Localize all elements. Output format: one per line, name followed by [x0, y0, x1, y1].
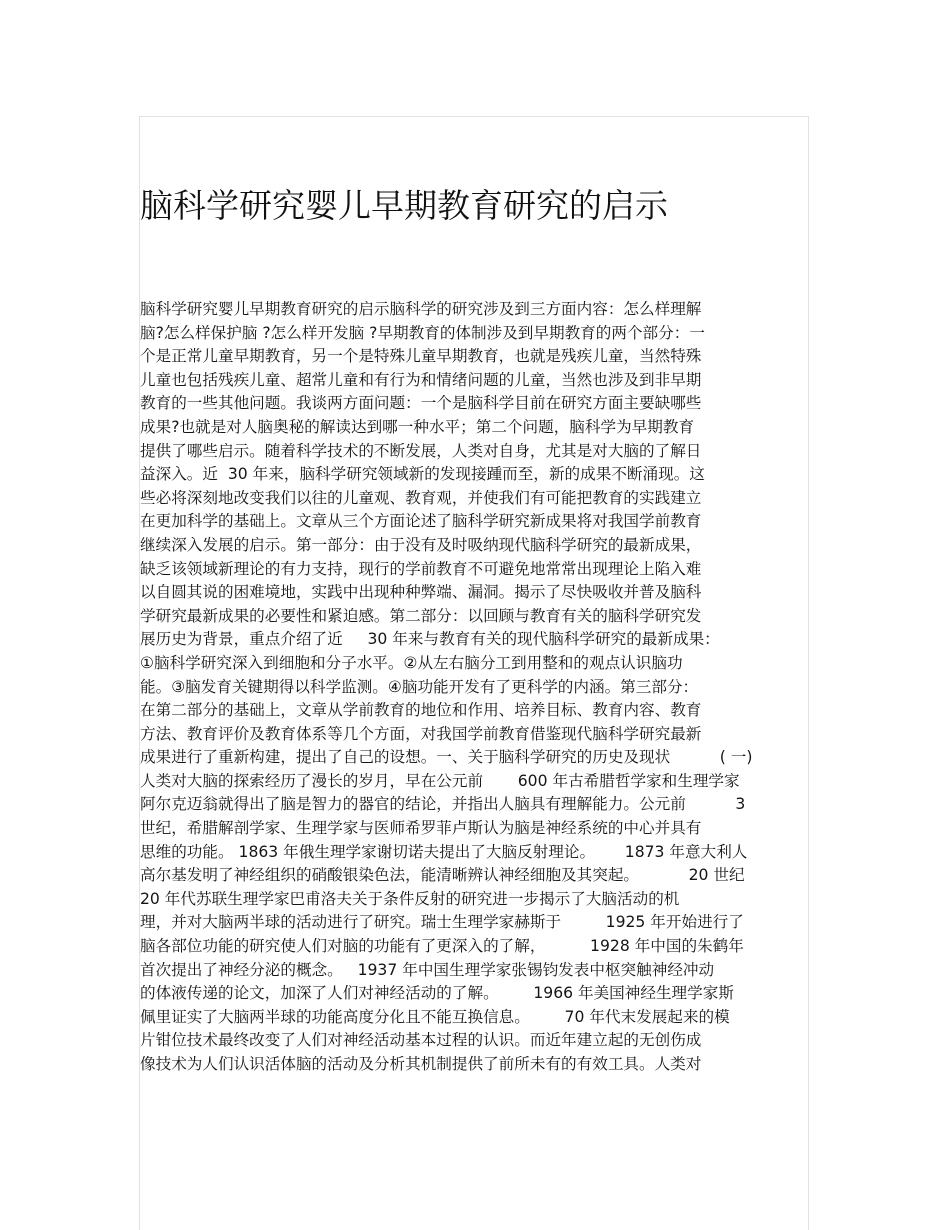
body-line: 高尔基发明了神经组织的硝酸银染色法，能清晰辨认神经细胞及其突起。 20 世纪	[140, 866, 745, 885]
body-line: 展历史为背景，重点介绍了近 30 年来与教育有关的现代脑科学研究的最新成果：	[140, 630, 720, 649]
body-line: 脑?怎么样保护脑 ?怎么样开发脑 ?早期教育的体制涉及到早期教育的两个部分：一	[140, 323, 705, 342]
body-line: 片钳位技术最终改变了人们对神经活动基本过程的认识。而近年建立起的无创伤成	[140, 1031, 702, 1050]
body-line: 些必将深刻地改变我们以往的儿童观、教育观，并使我们有可能把教育的实践建立	[140, 488, 702, 507]
body-line: 在第二部分的基础上，文章从学前教育的地位和作用、培养目标、教育内容、教育	[140, 701, 702, 720]
body-line: 像技术为人们认识活体脑的活动及分析其机制提供了前所未有的有效工具。人类对	[140, 1055, 702, 1073]
body-line: 人类对大脑的探索经历了漫长的岁月，早在公元前 600 年古希腊哲学家和生理学家	[140, 771, 740, 790]
body-line: 教育的一些其他问题。我谈两方面问题：一个是脑科学目前在研究方面主要缺哪些	[140, 394, 702, 413]
body-line: 缺乏该领域新理论的有力支持，现行的学前教育不可避免地常常出现理论上陷入难	[140, 559, 702, 578]
body-line: 脑各部位功能的研究使人们对脑的功能有了更深入的了解， 1928 年中国的朱鹤年	[140, 937, 744, 956]
body-line: 的体液传递的论文，加深了人们对神经活动的了解。 1966 年美国神经生理学家斯	[140, 984, 734, 1003]
body-line: 方法、教育评价及教育体系等几个方面，对我国学前教育借鉴现代脑科学研究最新	[140, 724, 702, 743]
body-line: 阿尔克迈翁就得出了脑是智力的器官的结论，并指出人脑具有理解能力。公元前 3	[140, 795, 746, 814]
document-title: 脑科学研究婴儿早期教育研究的启示	[140, 186, 668, 225]
body-line: 成果?也就是对人脑奥秘的解读达到哪一种水平；第二个问题，脑科学为早期教育	[140, 417, 695, 436]
body-line: 佩里证实了大脑两半球的功能高度分化且不能互换信息。 70 年代末发展起来的模	[140, 1007, 730, 1026]
body-line: ①脑科学研究深入到细胞和分子水平。②从左右脑分工到用整和的观点认识脑功	[140, 653, 683, 672]
body-line: 成果进行了重新构建，提出了自己的设想。一、关于脑科学研究的历史及现状 ( 一)	[140, 748, 753, 767]
body-line: 世纪，希腊解剖学家、生理学家与医师希罗菲卢斯认为脑是神经系统的中心并具有	[140, 819, 702, 838]
body-line: 提供了哪些启示。随着科学技术的不断发展，人类对自身，尤其是对大脑的了解日	[140, 441, 702, 460]
body-line: 20 年代苏联生理学家巴甫洛夫关于条件反射的研究进一步揭示了大脑活动的机	[140, 889, 680, 908]
body-line: 理，并对大脑两半球的活动进行了研究。瑞士生理学家赫斯于 1925 年开始进行了	[140, 913, 744, 932]
document-body	[140, 298, 810, 1077]
body-line: 个是正常儿童早期教育，另一个是特殊儿童早期教育，也就是残疾儿童，当然特殊	[140, 347, 702, 366]
body-line: 思维的功能。 1863 年俄生理学家谢切诺夫提出了大脑反射理论。 1873 年意大利人	[140, 842, 748, 861]
body-line: 益深入。近 30 年来，脑科学研究领域新的发现接踵而至，新的成果不断涌现。这	[140, 465, 705, 484]
body-line: 以自圆其说的困难境地，实践中出现种种弊端、漏洞。揭示了尽快吸收并普及脑科	[140, 583, 702, 602]
body-line: 继续深入发展的启示。第一部分：由于没有及时吸纳现代脑科学研究的最新成果，	[140, 535, 702, 554]
body-line: 脑科学研究婴儿早期教育研究的启示脑科学的研究涉及到三方面内容：怎么样理解	[140, 300, 702, 318]
body-line: 学研究最新成果的必要性和紧迫感。第二部分：以回顾与教育有关的脑科学研究发	[140, 606, 702, 625]
body-line: 首次提出了神经分泌的概念。 1937 年中国生理学家张锡钧发表中枢突触神经冲动	[140, 960, 715, 979]
body-line: 能。③脑发育关键期得以科学监测。④脑功能开发有了更科学的内涵。第三部分：	[140, 677, 699, 696]
body-line: 在更加科学的基础上。文章从三个方面论述了脑科学研究新成果将对我国学前教育	[140, 512, 702, 531]
body-line: 儿童也包括残疾儿童、超常儿童和有行为和情绪问题的儿童，当然也涉及到非早期	[140, 370, 702, 389]
